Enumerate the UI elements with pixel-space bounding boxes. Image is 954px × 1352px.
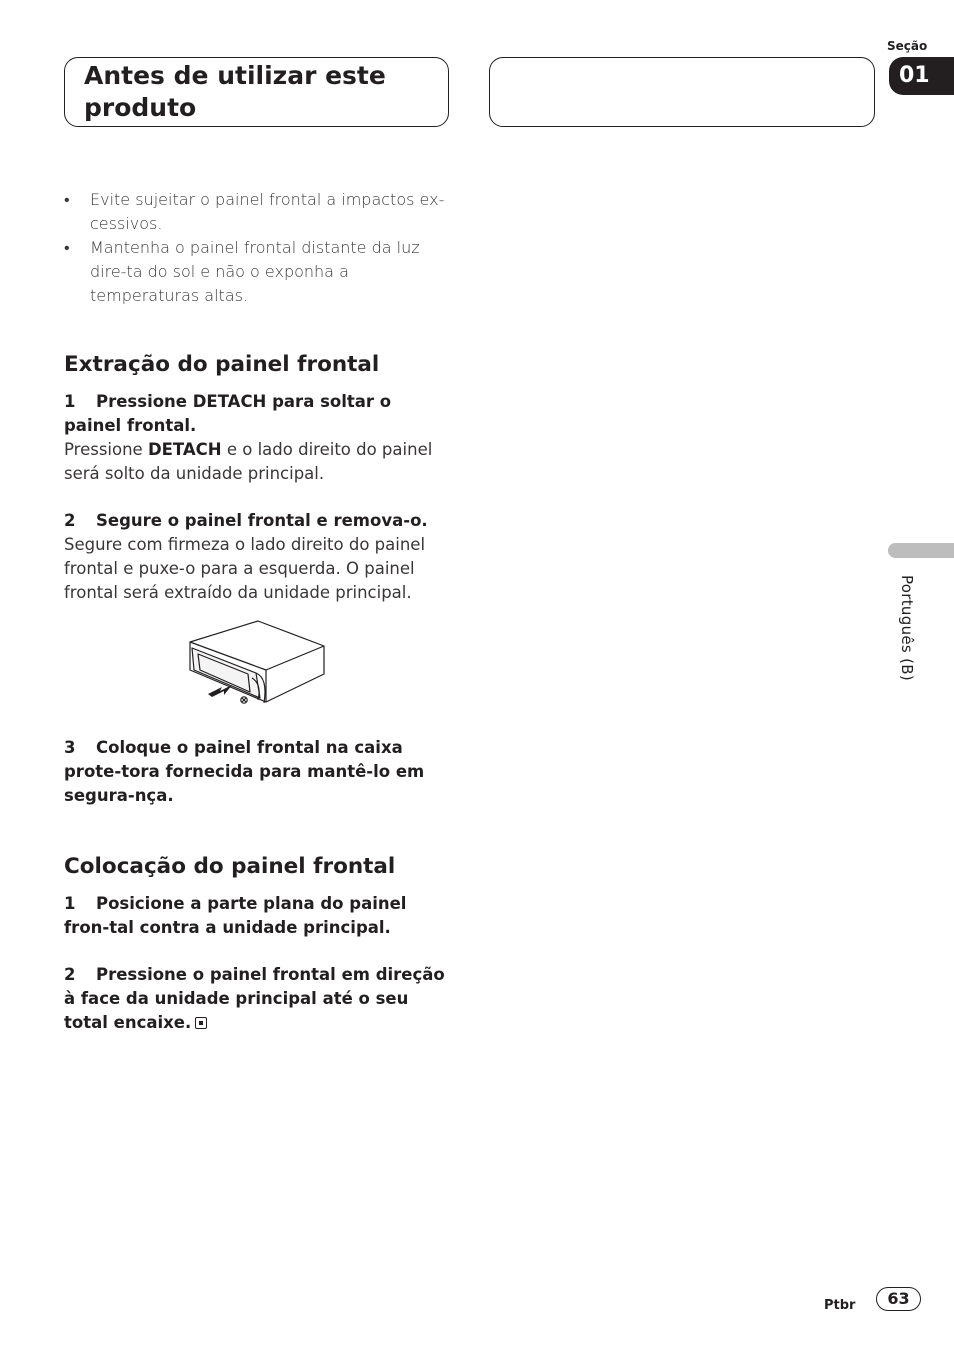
list-item (64, 188, 454, 236)
attachment-step-1 (64, 892, 454, 940)
bullet-icon: • (64, 238, 70, 257)
step-title: Posicione a parte plana do painel fron-tal contra a unidade principal. (64, 894, 407, 937)
language-label: Português (B) (898, 575, 916, 681)
step-title: Pressione o painel frontal em direção à face da unidade principal até o seu total encaixe. (64, 965, 445, 1032)
section-label: Seção (887, 39, 928, 53)
section-heading-attachment: Colocação do painel frontal (64, 854, 396, 879)
attachment-step-2 (64, 963, 454, 1035)
body-text: Pressione (64, 440, 148, 459)
step-title: Pressione DETACH para soltar o painel frontal. (64, 392, 392, 435)
bullet-text: Evite sujeitar o painel frontal a impactos ex-cessivos. (90, 190, 445, 233)
step-number: 1 (64, 894, 76, 913)
section-heading-extraction: Extração do painel frontal (64, 352, 380, 377)
bullet-text: Mantenha o painel frontal distante da luz dire-ta do sol e não o exponha a temperaturas altas. (90, 238, 420, 305)
extraction-step-2-body: Segure com firmeza o lado direito do painel frontal e puxe-o para a esquerda. O painel frontal será extraído da unidade principal. (64, 535, 426, 602)
step-number: 2 (64, 965, 76, 984)
caution-list (64, 188, 454, 308)
list-item (64, 236, 454, 308)
step-title: Coloque o painel frontal na caixa prote-tora fornecida para mantê-lo em segura-nça. (64, 738, 425, 805)
language-code: Ptbr (824, 1298, 856, 1313)
end-mark-icon (195, 1017, 207, 1029)
step-title: Segure o painel frontal e remova-o. (96, 511, 428, 530)
extraction-step-1 (64, 390, 454, 438)
page-number: 63 (876, 1287, 921, 1311)
head-unit-illustration (186, 618, 328, 710)
language-tab-bar (888, 543, 954, 558)
extraction-step-3 (64, 736, 454, 808)
page-title: Antes de utilizar este produto (84, 61, 386, 122)
step-number: 3 (64, 738, 76, 757)
extraction-step-1-body (64, 438, 454, 486)
bullet-icon: • (64, 190, 70, 209)
body-text: e o lado direito do painel será solto da unidade principal. (64, 440, 433, 483)
detach-keyword: DETACH (147, 440, 222, 459)
section-number-tab: 01 (889, 57, 954, 95)
step-number: 2 (64, 511, 76, 530)
extraction-step-2 (64, 509, 454, 533)
header-empty-box (489, 57, 875, 127)
step-number: 1 (64, 392, 76, 411)
